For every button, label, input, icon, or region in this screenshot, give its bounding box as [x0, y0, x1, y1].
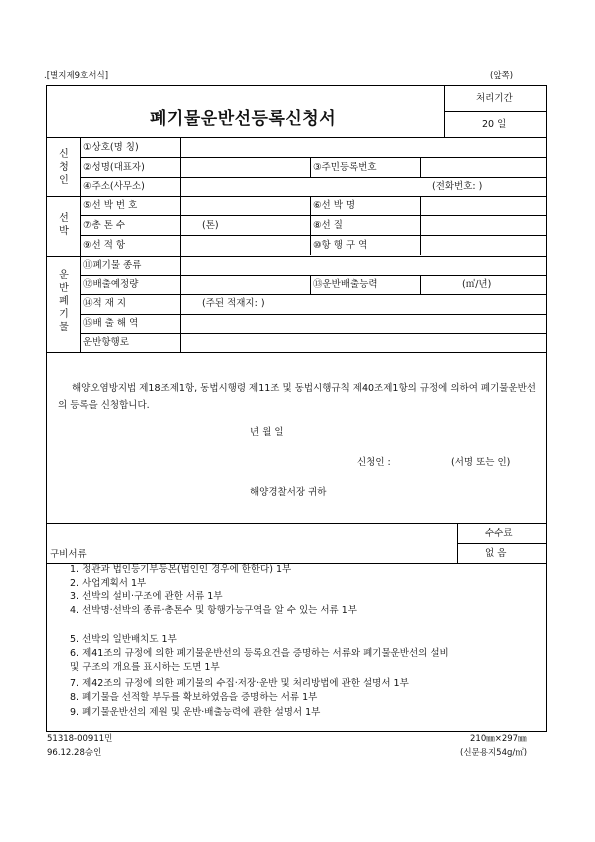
paper-size: 210㎜×297㎜: [470, 734, 527, 744]
list-item: 9. 폐기물운반선의 제원 및 운반·배출능력에 관한 설명서 1부: [70, 707, 321, 718]
transport-route-label: 운반항행로: [83, 337, 129, 348]
applicant-signature-label: 신청인 :: [357, 457, 391, 468]
paper-type: (신문용지54g/㎡): [460, 748, 528, 758]
processing-period-label: 처리기간: [476, 93, 513, 104]
hull-material-label: ⑧선 질: [313, 220, 343, 231]
sign-or-seal-label: (서명 또는 인): [451, 457, 511, 468]
list-item: 3. 선박의 설비·구조에 관한 서류 1부: [70, 591, 223, 602]
address-label: ④주소(사무소): [83, 181, 145, 192]
list-item: 8. 폐기물을 선적할 부두를 확보하였음을 증명하는 서류 1부: [70, 692, 318, 703]
applicant-section-label: 신 청 인: [59, 149, 69, 186]
tonnage-unit: (톤): [202, 220, 219, 231]
resident-number-label: ③주민등록번호: [313, 162, 377, 173]
form-number: .[별지제9호서식]: [44, 71, 109, 81]
form-code: 51318-00911민: [47, 734, 113, 744]
expected-discharge-label: ⑫배출예정량: [83, 279, 139, 290]
page-side: (앞쪽): [490, 71, 514, 81]
list-item: 6. 제41조의 규정에 의한 폐기물운반선의 등록요건을 증명하는 서류와 폐기물운반선의 설비: [70, 648, 449, 659]
list-item: 5. 선박의 일반배치도 1부: [70, 634, 177, 645]
main-loading-site-note: (주된 적재지: ): [202, 298, 265, 309]
company-name-label: ①상호(명 칭): [83, 142, 139, 153]
discharge-area-label: ⑮배 출 해 역: [83, 318, 139, 329]
list-item: 7. 제42조의 규정에 의한 폐기물의 수집·저장·운반 및 처리방법에 관한 설명서 1부: [70, 678, 409, 689]
transport-capacity-label: ⑬운반배출능력: [313, 279, 378, 290]
required-documents-heading: 구비서류: [50, 549, 87, 560]
list-item: 1. 정관과 법인등기부등본(법인인 경우에 한한다) 1부: [70, 564, 292, 575]
application-statement: 해양오염방지법 제18조제1항, 동법시행령 제11조 및 동법시행규칙 제40조제1항의 규정에 의하여 폐기물운반선의 등록을 신청합니다.: [58, 383, 536, 411]
vessel-section-label: 선 박: [59, 213, 69, 237]
phone-label: (전화번호: ): [432, 181, 483, 192]
approval-date: 96.12.28승인: [47, 748, 102, 758]
application-date: 년 월 일: [250, 427, 284, 438]
navigation-area-label: ⑩항 행 구 역: [313, 240, 368, 251]
list-item: 2. 사업계획서 1부: [70, 578, 147, 589]
loading-site-label: ⑭적 재 지: [83, 298, 127, 309]
page-title: 폐기물운반선등록신청서: [150, 109, 337, 129]
fee-label: 수수료: [485, 528, 513, 539]
waste-section-label: 운 반 폐 기 물: [59, 270, 69, 333]
capacity-unit: (㎥/년): [462, 279, 492, 290]
processing-period-value: 20 일: [482, 119, 507, 130]
waste-type-label: ⑪폐기물 종류: [83, 260, 142, 271]
vessel-number-label: ⑤선 박 번 호: [83, 200, 138, 211]
tonnage-label: ⑦총 톤 수: [83, 220, 126, 231]
recipient: 해양경찰서장 귀하: [250, 487, 327, 498]
port-of-registry-label: ⑨선 적 항: [83, 240, 126, 251]
fee-value: 없 음: [485, 548, 507, 559]
vessel-name-label: ⑥선 박 명: [313, 200, 356, 211]
list-item: 및 구조의 개요를 표시하는 도면 1부: [70, 662, 220, 673]
representative-label: ②성명(대표자): [83, 162, 145, 173]
list-item: 4. 선박명·선박의 종류·총톤수 및 항행가능구역을 알 수 있는 서류 1부: [70, 605, 357, 616]
